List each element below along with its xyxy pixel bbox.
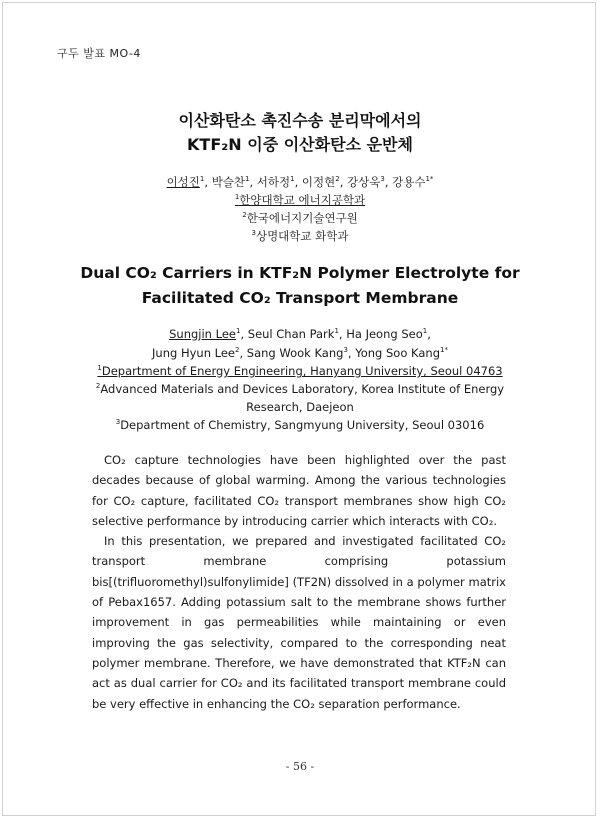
english-author-6: Yong Soo Kang	[355, 346, 440, 360]
abstract-paragraph-1: CO₂ capture technologies have been highlighted over the past decades because of global warming. Among the various technologies for CO₂ capture, facilitated CO₂ transport membranes show high CO₂ selective performance by introducing carrier which interacts with CO₂.	[92, 453, 506, 528]
session-label: 구두 발표 MO-4	[57, 47, 141, 60]
english-affiliation-1	[0, 362, 600, 380]
korean-aff-text: 한국에너지기술연구원	[246, 211, 358, 225]
aff-sup: 1	[97, 364, 102, 373]
english-author-3: Ha Jeong Seo	[346, 327, 423, 341]
aff-sup: 1	[234, 193, 240, 202]
korean-author-5: 강상욱	[347, 175, 381, 189]
author-sup: 1	[245, 175, 250, 184]
aff-sup: 2	[242, 211, 247, 220]
english-author-4: Jung Hyun Lee	[152, 346, 235, 360]
english-author-5: Sang Wook Kang	[246, 346, 344, 360]
author-sup: 1	[199, 175, 205, 184]
aff-sup: 3	[115, 418, 121, 427]
abstract	[92, 450, 506, 714]
author-sup: 1*	[440, 346, 448, 355]
korean-title-line2: KTF₂N 이중 이산화탄소 운반체	[187, 135, 413, 154]
author-sup: 3	[380, 175, 385, 184]
author-sup: 1	[290, 175, 295, 184]
abstract-paragraph-2: In this presentation, we prepared and investigated facilitated CO₂ transport membrane comprising potassium bis[(trifluoromethyl)sulfonylimide] (TF2N) dissolved in a polymer matrix of Pebax1657. Adding potassium salt to the membrane shows further improvement in gas permeabilities while maintaining or even improving the gas selectivity, compared to the corresponding neat polymer membrane. Therefore, we have demonstrated that KTF₂N can act as dual carrier for CO₂ and its facilitated transport membrane could be very effective in enhancing the CO₂ separation performance.	[92, 534, 506, 711]
korean-author-2: 박슬찬	[211, 175, 246, 189]
english-affiliation-2-line1	[0, 380, 600, 398]
korean-affiliation-2	[0, 209, 600, 227]
english-aff-text: Advanced Materials and Devices Laboratory, Korea Institute of Energy	[100, 382, 505, 396]
page-number: - 56 -	[285, 760, 315, 773]
korean-affiliation-1	[0, 191, 600, 209]
korean-title-line1: 이산화탄소 촉진수송 분리막에서의	[178, 111, 422, 130]
english-authors-line1: Sungjin Lee$^1$, Seul Chan Park$^1$, Ha Jeong Seo$^1$,	[169, 327, 431, 341]
korean-author-6: 강용수	[392, 175, 426, 189]
author-sup: 1	[334, 327, 339, 336]
aff-sup: 2	[95, 382, 101, 391]
author-sup: 2	[235, 346, 240, 355]
korean-author-3: 서하정	[256, 175, 291, 189]
english-title-line1: Dual CO₂ Carriers in KTF₂N Polymer Electrolyte for	[80, 264, 520, 282]
korean-authors: 이성진$^1$, 박슬찬$^1$, 서하정$^1$, 이정현$^2$, 강상욱$^3$, 강용수$^{1*}$	[166, 175, 434, 189]
author-sup: 1*	[425, 175, 434, 184]
english-affiliation-3	[0, 416, 600, 434]
korean-author-1: 이성진	[166, 175, 200, 189]
english-aff-text: Department of Chemistry, Sangmyung University, Seoul 03016	[120, 418, 485, 432]
korean-author-4: 이정현	[301, 175, 336, 189]
korean-aff-text: 한양대학교 에너지공학과	[239, 193, 366, 207]
english-authors-line2: Jung Hyun Lee$^2$, Sang Wook Kang$^3$, Yong Soo Kang$^{1*}$	[152, 346, 448, 360]
english-affiliation-2-line2: Research, Daejeon	[246, 400, 354, 414]
author-sup: 1	[235, 327, 241, 336]
author-sup: 1	[422, 327, 428, 336]
author-sup: 3	[343, 346, 348, 355]
korean-aff-text: 상명대학교 화학과	[255, 229, 349, 243]
english-title-line2: Facilitated CO₂ Transport Membrane	[141, 289, 459, 307]
korean-affiliation-3	[0, 227, 600, 245]
author-sup: 2	[335, 175, 340, 184]
aff-sup: 3	[251, 229, 256, 238]
english-aff-text: Department of Energy Engineering, Hanyang University, Seoul 04763	[101, 364, 503, 378]
english-author-2: Seul Chan Park	[247, 327, 335, 341]
english-author-1: Sungjin Lee	[169, 327, 236, 341]
